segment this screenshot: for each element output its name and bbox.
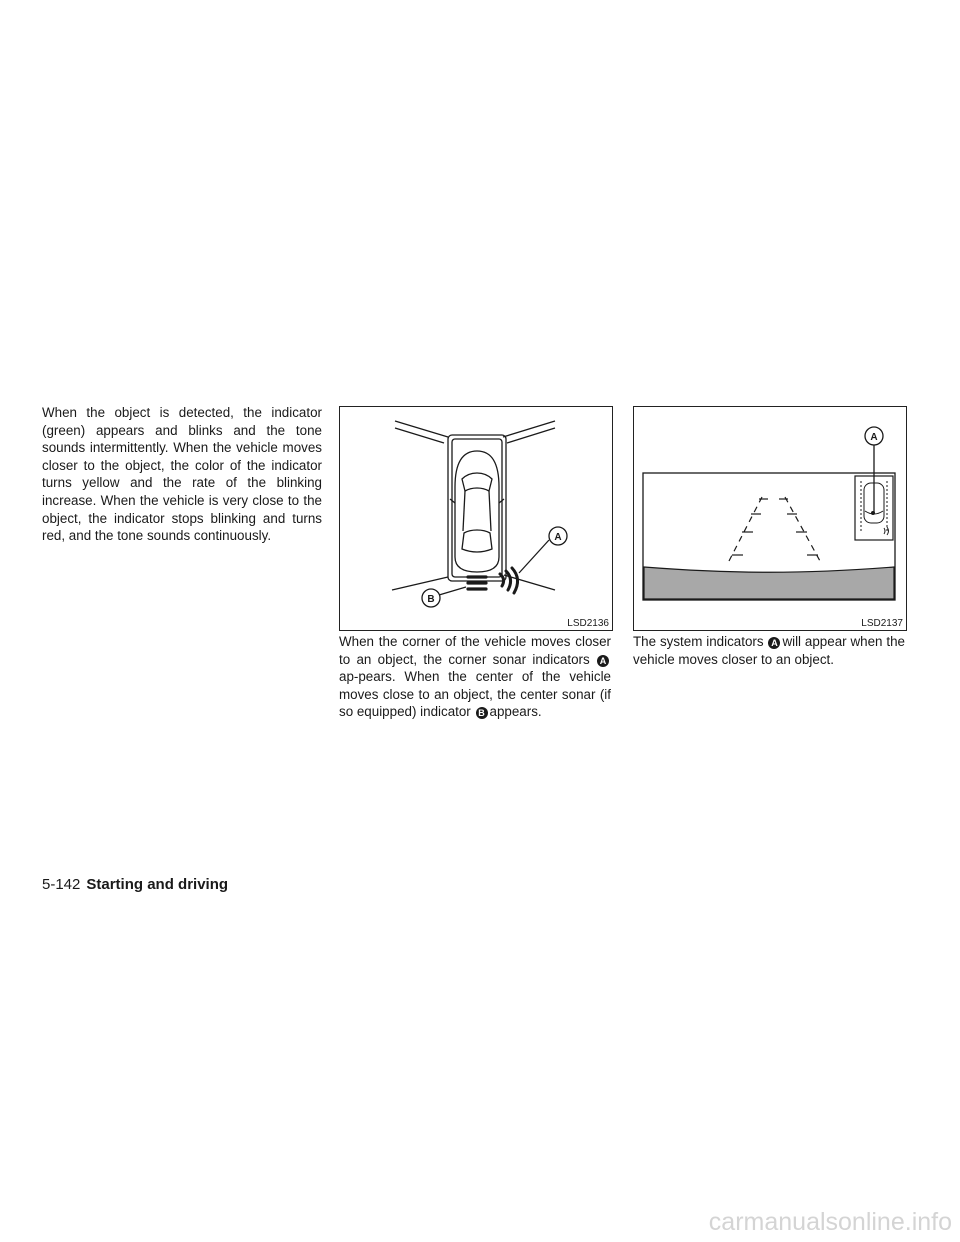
body-text-detection: When the object is detected, the indicator (green) appears and blinks and the tone sounds intermittently. When the vehicle moves closer to the object, the color of the indicator turns yellow and the rate of the blinking increase. When the vehicle is very close to the object, the indicator stops blinking and turns red, and the tone sounds continuously. [42,405,322,544]
body-text-corner-sonar [339,633,611,721]
page-number: 5-142 [42,876,81,893]
callout-b-badge: B [476,707,488,719]
overhead-view-illustration [340,407,612,630]
callout-b-label: B [427,594,435,605]
body-text-system-indicators [633,633,905,668]
callout-a-label: A [870,432,878,443]
page-footer [42,876,228,893]
callout-a-label: A [554,532,562,543]
watermark: carmanualsonline.info [708,1208,952,1236]
text-segment: appears. [489,704,542,720]
callout-a-badge: A [597,655,609,667]
text-segment: will appear when the vehicle moves closer to an object. [633,634,905,667]
figure-id: LSD2137 [861,618,903,629]
figure-id: LSD2136 [567,618,609,629]
figure-sonar-overhead [339,406,613,631]
text-segment: When the corner of the vehicle moves closer to an object, the corner sonar indicators [339,634,611,667]
callout-a-badge: A [768,637,780,649]
text-segment: The system indicators [633,634,764,649]
text-segment: ap-pears. When the center of the vehicle moves close to an object, the center sonar (if so equipped) indicator [339,669,611,720]
camera-view-illustration [634,407,906,630]
section-title: Starting and driving [86,876,229,893]
figure-sonar-camera [633,406,907,631]
